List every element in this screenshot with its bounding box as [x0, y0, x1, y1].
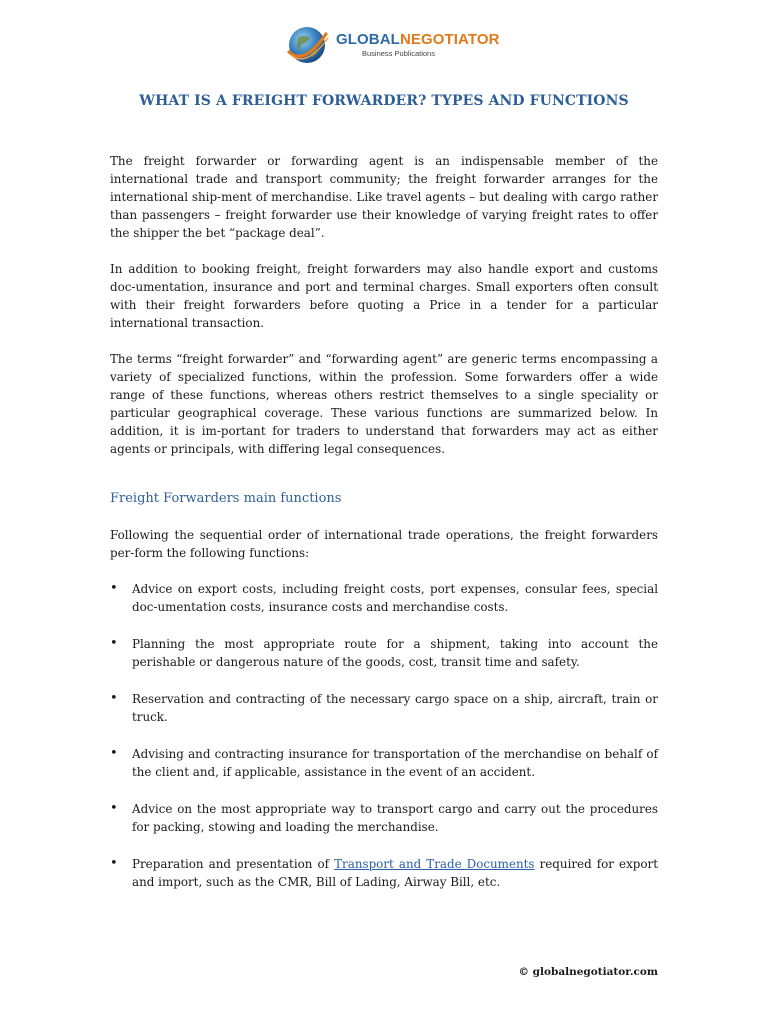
- section-heading: Freight Forwarders main functions: [110, 491, 342, 506]
- bullet-icon: •: [110, 746, 118, 761]
- bullet-icon: •: [110, 691, 118, 706]
- list-item-text-before: Preparation and presentation of: [132, 857, 335, 871]
- footer-copyright: © globalnegotiator.com: [518, 966, 658, 978]
- brand-logo: [284, 20, 500, 70]
- bullet-icon: •: [110, 581, 118, 596]
- list-item: [110, 580, 658, 616]
- list-item: [110, 690, 658, 726]
- globe-logo-icon: [284, 22, 330, 68]
- list-item-text: Advice on export costs, including freight costs, port expenses, consular fees, special doc-umentation costs, insurance costs and merchandise costs.: [132, 582, 658, 614]
- brand-name: [336, 32, 500, 47]
- functions-list: [110, 580, 658, 891]
- section-intro: Following the sequential order of international trade operations, the freight forwarders per-form the following functions:: [110, 528, 658, 560]
- list-item-text: Advice on the most appropriate way to transport cargo and carry out the procedures for packing, stowing and loading the merchandise.: [132, 802, 658, 834]
- transport-documents-link[interactable]: Transport and Trade Documents: [334, 857, 535, 871]
- page-title: WHAT IS A FREIGHT FORWARDER? TYPES AND FUNCTIONS: [139, 93, 629, 109]
- bullet-icon: •: [110, 856, 118, 871]
- paragraph-2: In addition to booking freight, freight forwarders may also handle export and customs doc-umentation, insurance and port and terminal charges. Small exporters often consult with their freight forwarders before quoting a Price in a tender for a particular international transaction.: [110, 262, 658, 330]
- list-item-text-after: required for export and import, such as the CMR, Bill of Lading, Airway Bill, etc.: [132, 857, 659, 889]
- paragraph-3: The terms “freight forwarder” and “forwarding agent” are generic terms encompassing a variety of specialized functions, within the profession. Some forwarders offer a wide range of these functions, whereas others restrict themselves to a single speciality or particular geographical coverage. These various functions are summarized below. In addition, it is im-portant for traders to understand that forwarders may act as either agents or principals, with differing legal consequences.: [110, 352, 658, 456]
- list-item: [110, 635, 658, 671]
- list-item-text: Reservation and contracting of the necessary cargo space on a ship, aircraft, train or truck.: [132, 692, 658, 724]
- bullet-icon: •: [110, 801, 118, 816]
- bullet-icon: •: [110, 636, 118, 651]
- list-item-text: Advising and contracting insurance for transportation of the merchandise on behalf of the client and, if applicable, assistance in the event of an accident.: [132, 747, 658, 779]
- article-body: [110, 152, 658, 910]
- list-item: [110, 800, 658, 836]
- paragraph-1: The freight forwarder or forwarding agent is an indispensable member of the international trade and transport community; the freight forwarder arranges for the international ship-ment of merchandise. Like travel agents – but dealing with cargo rather than passengers – freight forwarder use their knowledge of varying freight rates to offer the shipper the bet “package deal”.: [110, 154, 658, 240]
- brand-tagline: Business Publications: [362, 49, 435, 59]
- list-item: [110, 745, 658, 781]
- list-item: [110, 855, 658, 891]
- brand-name-part2: NEGOTIATOR: [399, 31, 500, 49]
- brand-name-part1: GLOBAL: [336, 31, 400, 49]
- list-item-text: Planning the most appropriate route for a shipment, taking into account the perishable or dangerous nature of the goods, cost, transit time and safety.: [132, 637, 658, 669]
